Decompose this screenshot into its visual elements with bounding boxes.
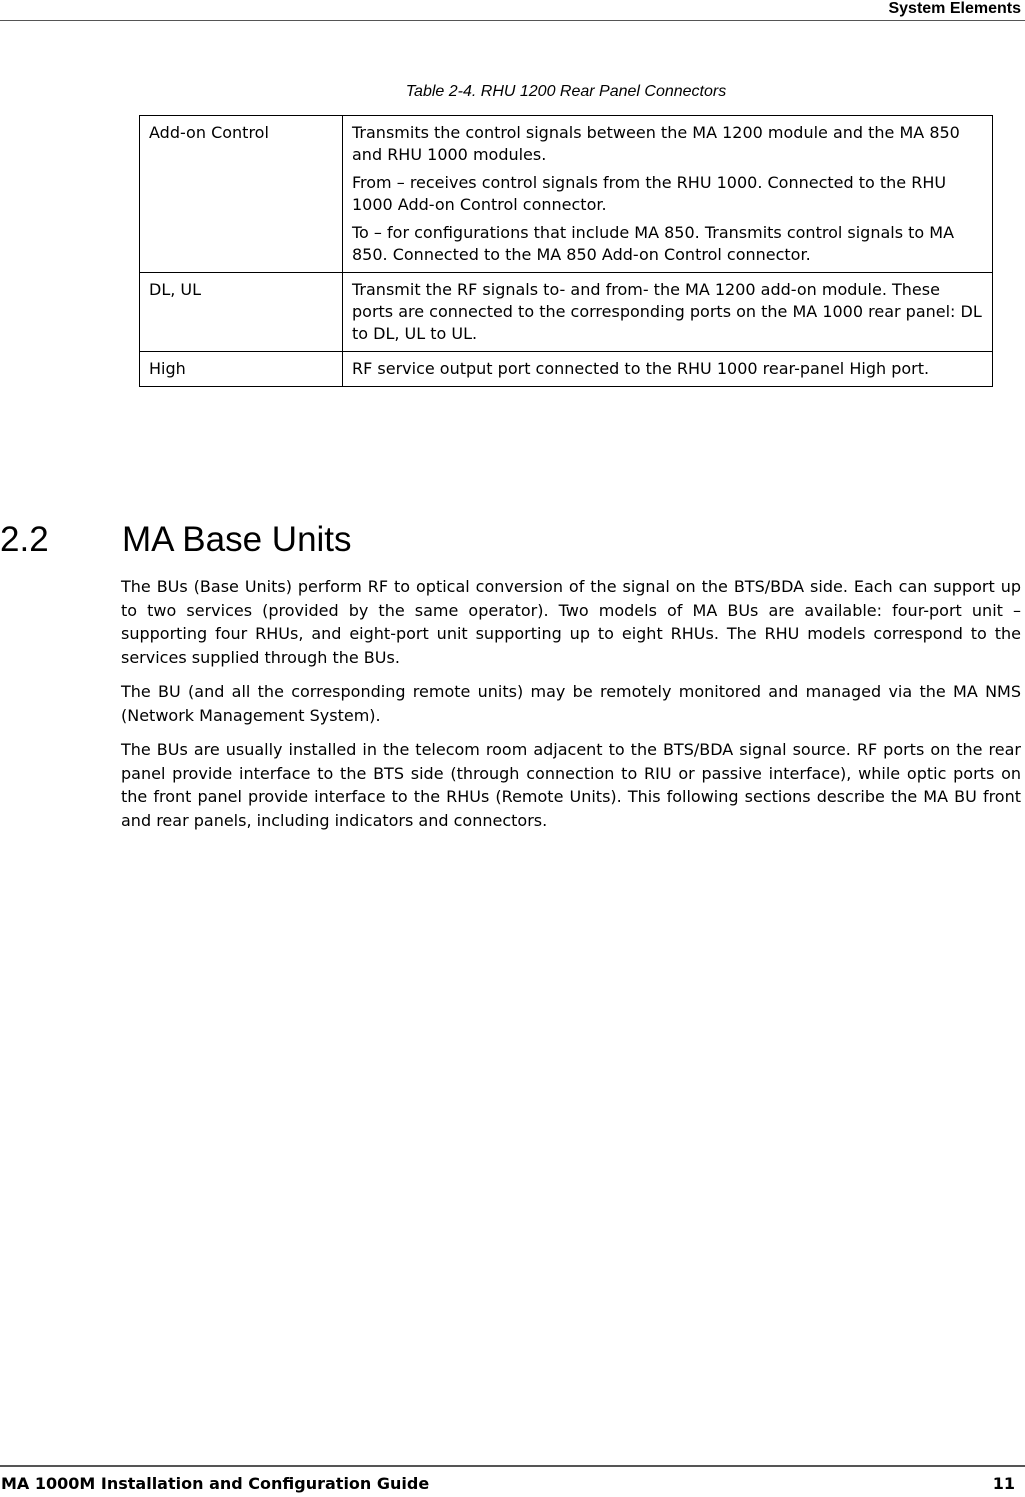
body-paragraph: The BU (and all the corresponding remote units) may be remotely monitored and managed via the MA NMS (Network Management System). bbox=[121, 682, 1021, 725]
description-paragraph: RF service output port connected to the RHU 1000 rear-panel High port. bbox=[352, 359, 930, 378]
connector-name-cell: High bbox=[140, 352, 343, 387]
connectors-table bbox=[139, 115, 993, 387]
body-paragraph: The BUs (Base Units) perform RF to optical conversion of the signal on the BTS/BDA side. Each can support up to two services (provided by the same operator). Two models of MA BUs are available: four-port unit – supporting four RHUs, and eight-port unit supporting up to eight RHUs. The RHU models correspond to the services supplied through the BUs. bbox=[121, 577, 1021, 667]
section-title: MA Base Units bbox=[122, 520, 352, 559]
table-row bbox=[140, 273, 993, 352]
body-paragraph: The BUs are usually installed in the telecom room adjacent to the BTS/BDA signal source. RF ports on the rear panel provide interface to the BTS side (through connection to RIU or passive interface), while optic ports on the front panel provide interface to the RHUs (Remote Units). This following sections describe the MA BU front and rear panels, including indicators and connectors. bbox=[121, 740, 1021, 830]
section-body bbox=[121, 575, 1021, 843]
connector-name-cell: DL, UL bbox=[140, 273, 343, 352]
connector-description-cell bbox=[343, 116, 993, 273]
connector-description-cell bbox=[343, 273, 993, 352]
running-header-title: System Elements bbox=[888, 0, 1021, 17]
footer-guide-title: MA 1000M Installation and Configuration Guide bbox=[1, 1474, 430, 1493]
description-paragraph: Transmits the control signals between the MA 1200 module and the MA 850 and RHU 1000 modules. bbox=[352, 123, 960, 164]
connector-description-cell bbox=[343, 352, 993, 387]
connector-name-cell: Add-on Control bbox=[140, 116, 343, 273]
header-rule bbox=[0, 20, 1025, 21]
table-row bbox=[140, 352, 993, 387]
description-paragraph: To – for configurations that include MA 850. Transmits control signals to MA 850. Connected to the MA 850 Add-on Control connector. bbox=[352, 223, 955, 264]
footer-rule bbox=[0, 1465, 1025, 1467]
table-caption: Table 2-4. RHU 1200 Rear Panel Connectors bbox=[405, 83, 727, 100]
description-paragraph: From – receives control signals from the RHU 1000. Connected to the RHU 1000 Add-on Control connector. bbox=[352, 173, 947, 214]
table-row bbox=[140, 116, 993, 273]
footer-page-number: 11 bbox=[992, 1474, 1015, 1493]
section-number: 2.2 bbox=[0, 520, 49, 559]
description-paragraph: Transmit the RF signals to- and from- the MA 1200 add-on module. These ports are connected to the corresponding ports on the MA 1000 rear panel: DL to DL, UL to UL. bbox=[352, 280, 982, 343]
